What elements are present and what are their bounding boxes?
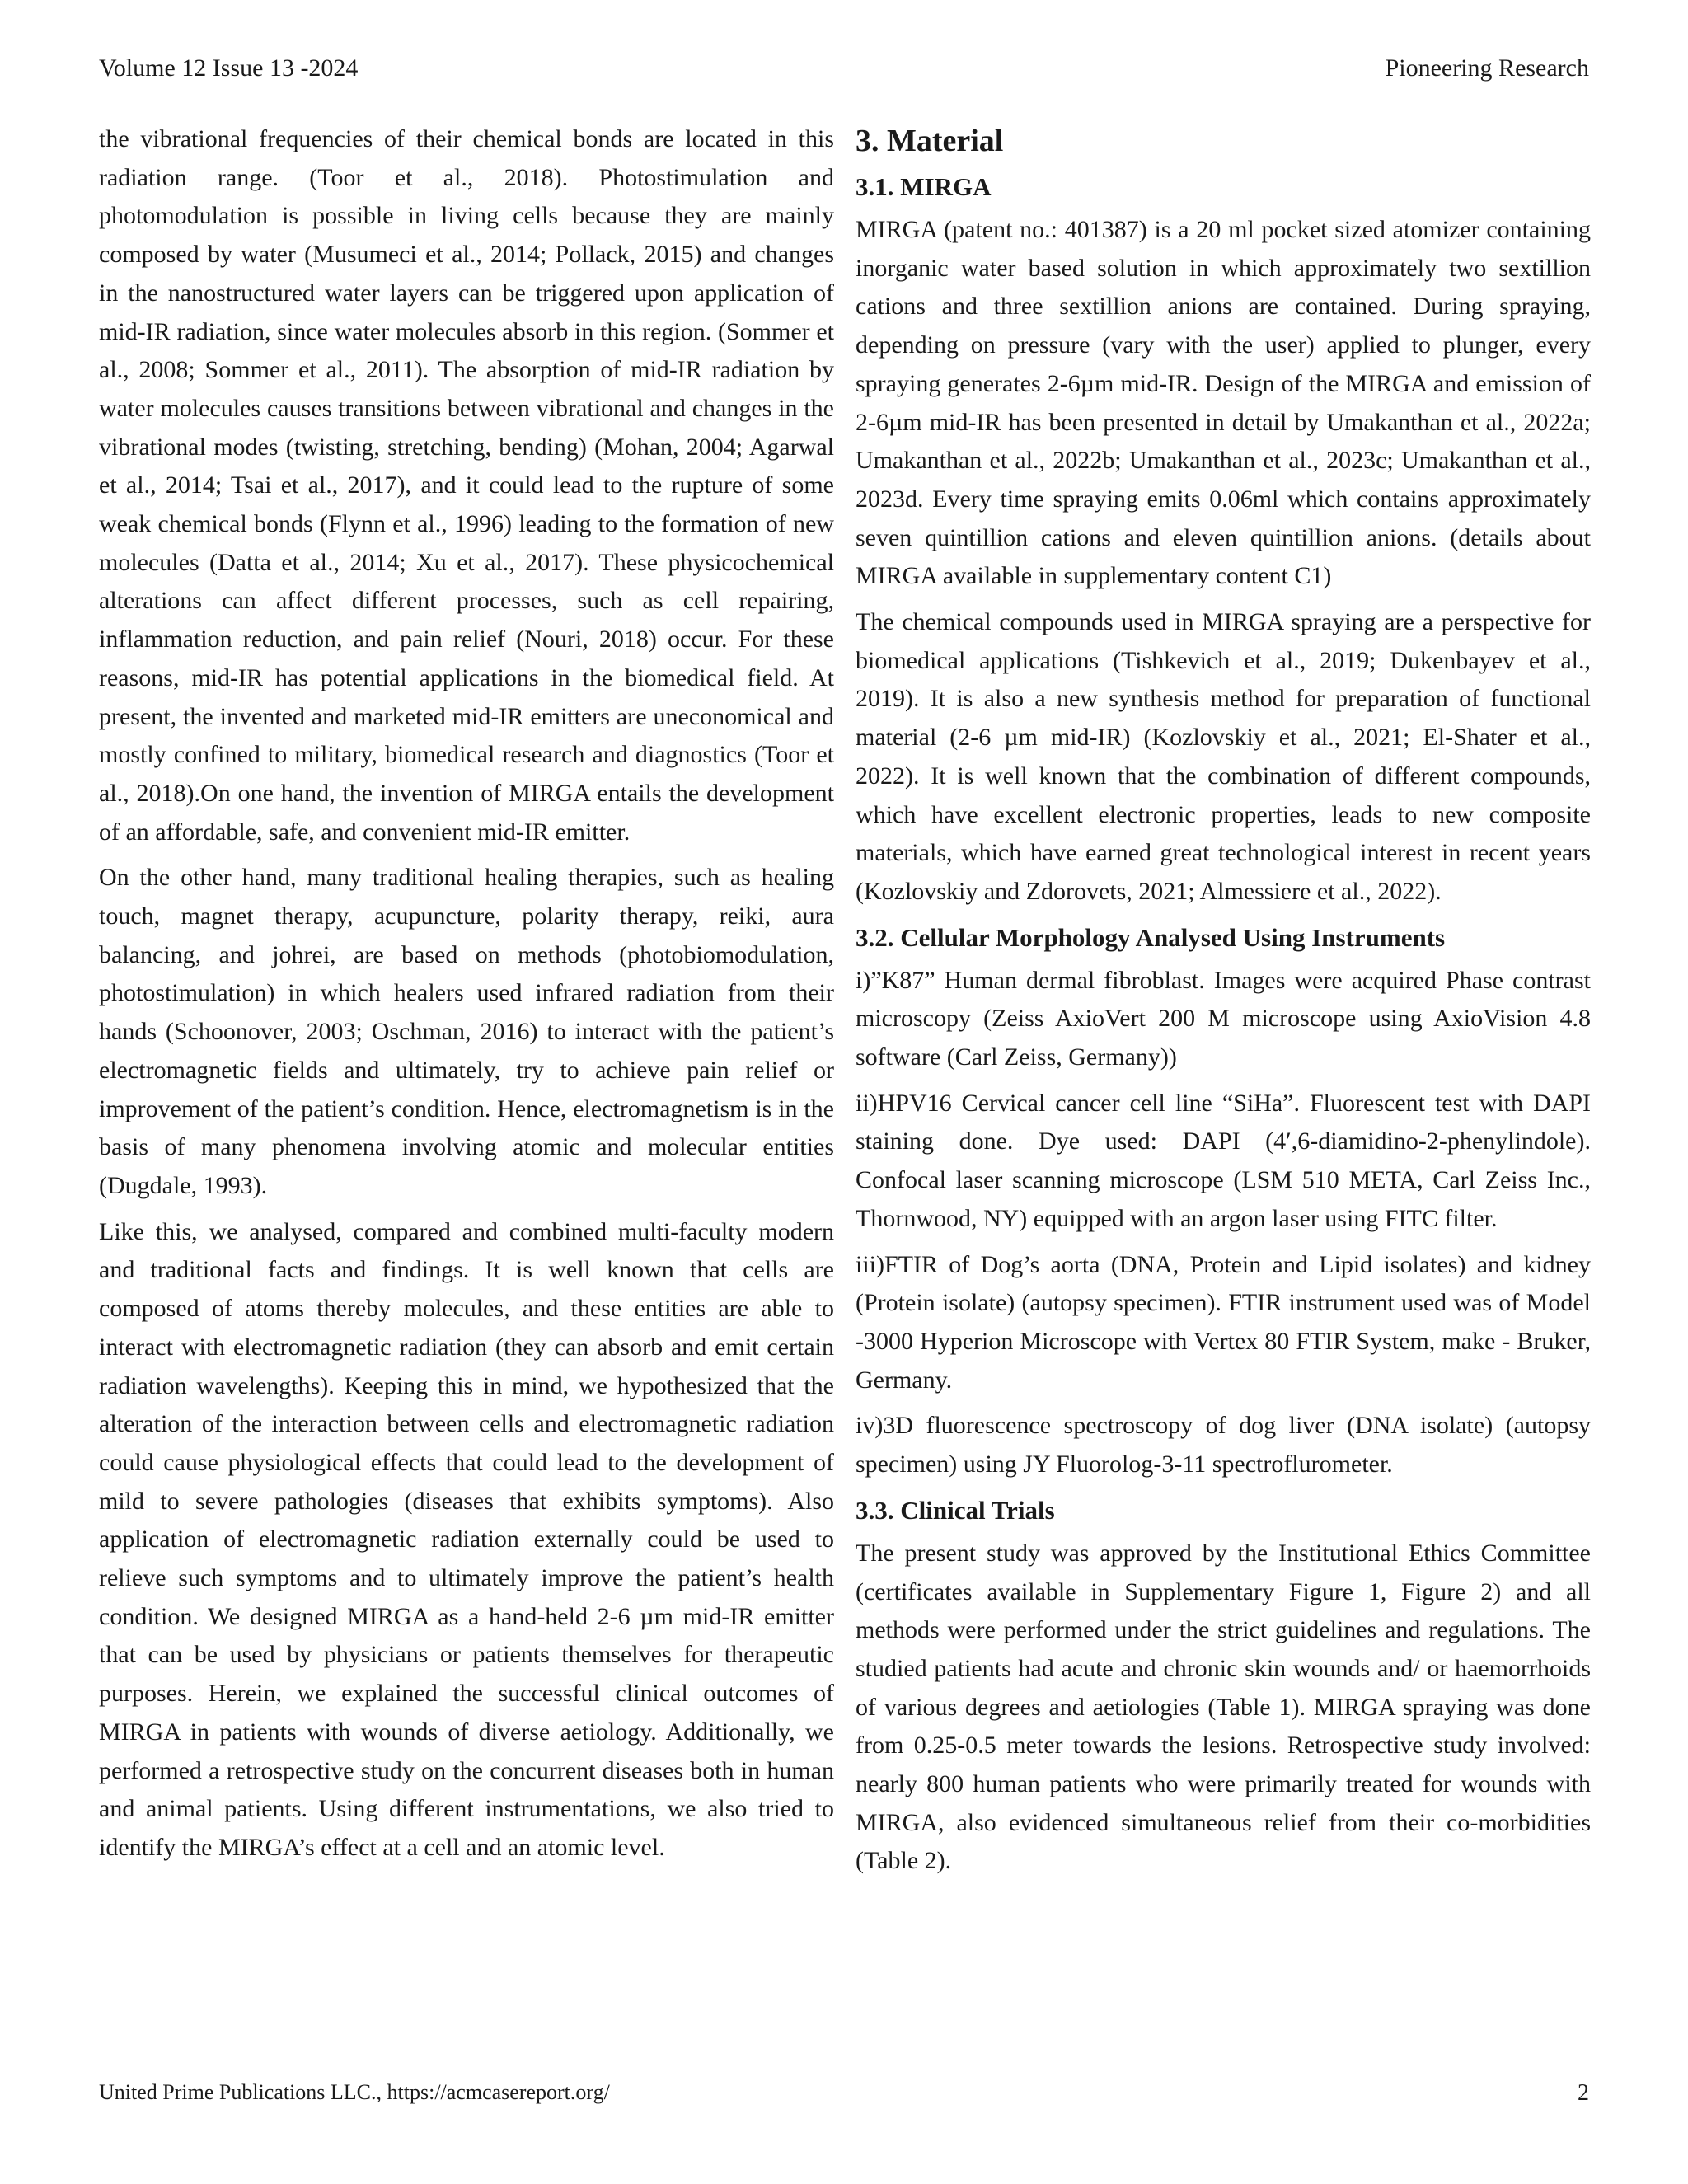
body-paragraph: Like this, we analysed, compared and combined multi-faculty modern and traditional facts and findings. It is well known that cells are composed of atoms thereby molecules, and these entities are able to interact with electromagnetic radiation (they can absorb and emit certain radiation wavelengths). Keeping this in mind, we hypothesized that the alteration of the interaction between cells and electromagnetic radiation could cause physiological effects that could lead to the development of mild to severe pathologies (diseases that exhibits symptoms). Also application of electromagnetic radiation externally could be used to relieve such symptoms and to ultimately improve the patient’s health condition. We designed MIRGA as a hand-held 2-6 µm mid-IR emitter that can be used by physicians or patients themselves for therapeutic purposes. Herein, we explained the successful clinical outcomes of MIRGA in patients with wounds of diverse aetiology. Additionally, we performed a retrospective study on the concurrent diseases both in human and animal patients. Using different instrumentations, we also tried to identify the MIRGA’s effect at a cell and an atomic level. (99, 1217, 834, 1861)
left-column (99, 120, 834, 1875)
body-paragraph: The present study was approved by the Institutional Ethics Committee (certificates available in Supplementary Figure 1, Figure 2) and all methods were performed under the strict guidelines and regulations. The studied patients had acute and chronic skin wounds and/ or haemorrhoids of various degrees and aetiologies (Table 1). MIRGA spraying was done from 0.25-0.5 meter towards the lesions. Retrospective study involved: nearly 800 human patients who were primarily treated for wounds with MIRGA, also evidenced simultaneous relief from their co-morbidities (Table 2). (856, 1539, 1591, 1875)
body-paragraph: On the other hand, many traditional healing therapies, such as healing touch, magnet therapy, acupuncture, polarity therapy, reiki, aura balancing, and johrei, are based on methods (photobiomodulation, photostimulation) in which healers used infrared radiation from their hands (Schoonover, 2003; Oschman, 2016) to interact with the patient’s electromagnetic fields and ultimately, try to achieve pain relief or improvement of the patient’s condition. Hence, electromagnetism is in the basis of many phenomena involving atomic and molecular entities (Dugdale, 1993). (99, 864, 834, 1199)
section-heading-material: 3. Material (856, 124, 1004, 158)
subsection-heading-mirga: 3.1. MIRGA (856, 172, 992, 201)
subsection-heading-clinical-trials: 3.3. Clinical Trials (856, 1495, 1055, 1525)
body-paragraph: The chemical compounds used in MIRGA spraying are a perspective for biomedical applications (Tishkevich et al., 2019; Dukenbayev et al., 2019). It is also a new synthesis method for preparation of functional material (2-6 µm mid-IR) (Kozlovskiy et al., 2021; El-Shater et al., 2022). It is well known that the combination of different compounds, which have excellent electronic properties, leads to new composite materials, which have earned great technological interest in recent years (Kozlovskiy and Zdorovets, 2021; Almessiere et al., 2022). (856, 608, 1591, 905)
body-paragraph: iv)3D fluorescence spectroscopy of dog liver (DNA isolate) (autopsy specimen) using JY Fluorolog-3-11 spectroflurometer. (856, 1412, 1591, 1479)
body-paragraph: iii)FTIR of Dog’s aorta (DNA, Protein and Lipid isolates) and kidney (Protein isolate) (autopsy specimen). FTIR instrument used was of Model -3000 Hyperion Microscope with Vertex 80 FTIR System, make - Bruker, Germany. (856, 1250, 1591, 1394)
body-paragraph: MIRGA (patent no.: 401387) is a 20 ml pocket sized atomizer containing inorganic water based solution in which approximately two sextillion cations and three sextillion anions are contained. During spraying, depending on pressure (vary with the user) applied to plunger, every spraying generates 2-6µm mid-IR. Design of the MIRGA and emission of 2-6µm mid-IR has been presented in detail by Umakanthan et al., 2022a; Umakanthan et al., 2022b; Umakanthan et al., 2023c; Umakanthan et al., 2023d. Every time spraying emits 0.06ml which contains approximately seven quintillion cations and eleven quintillion anions. (details about MIRGA available in supplementary content C1) (856, 216, 1591, 590)
footer-publisher: United Prime Publications LLC., https://acmcasereport.org/ (99, 2080, 610, 2104)
running-header-journal: Pioneering Research (1385, 54, 1589, 82)
right-column (856, 120, 1591, 1888)
body-paragraph: ii)HPV16 Cervical cancer cell line “SiHa”. Fluorescent test with DAPI staining done. Dye used: DAPI (4′,6-diamidino-2-phenylindole). Confocal laser scanning microscope (LSM 510 META, Carl Zeiss Inc., Thornwood, NY) equipped with an argon laser using FITC filter. (856, 1089, 1591, 1232)
subsection-heading-cellular-morphology: 3.2. Cellular Morphology Analysed Using Instruments (856, 922, 1446, 952)
body-paragraph: i)”K87” Human dermal fibroblast. Images were acquired Phase contrast microscopy (Zeiss AxioVert 200 M microscope using AxioVision 4.8 software (Carl Zeiss, Germany)) (856, 966, 1591, 1071)
body-paragraph: the vibrational frequencies of their chemical bonds are located in this radiation range. (Toor et al., 2018). Photostimulation and photomodulation is possible in living cells because they are mainly composed by water (Musumeci et al., 2014; Pollack, 2015) and changes in the nanostructured water layers can be triggered upon application of mid-IR radiation, since water molecules absorb in this region. (Sommer et al., 2008; Sommer et al., 2011). The absorption of mid-IR radiation by water molecules causes transitions between vibrational and changes in the vibrational modes (twisting, stretching, bending) (Mohan, 2004; Agarwal et al., 2014; Tsai et al., 2017), and it could lead to the rupture of some weak chemical bonds (Flynn et al., 1996) leading to the formation of new molecules (Datta et al., 2014; Xu et al., 2017). These physicochemical alterations can affect different processes, such as cell repairing, inflammation reduction, and pain relief (Nouri, 2018) occur. For these reasons, mid-IR has potential applications in the biomedical field. At present, the invented and marketed mid-IR emitters are uneconomical and mostly confined to military, biomedical research and diagnostics (Toor et al., 2018).On one hand, the invention of MIRGA entails the development of an affordable, safe, and convenient mid-IR emitter. (99, 125, 834, 846)
running-header-volume: Volume 12 Issue 13 -2024 (99, 54, 359, 82)
page-number: 2 (1578, 2080, 1589, 2106)
